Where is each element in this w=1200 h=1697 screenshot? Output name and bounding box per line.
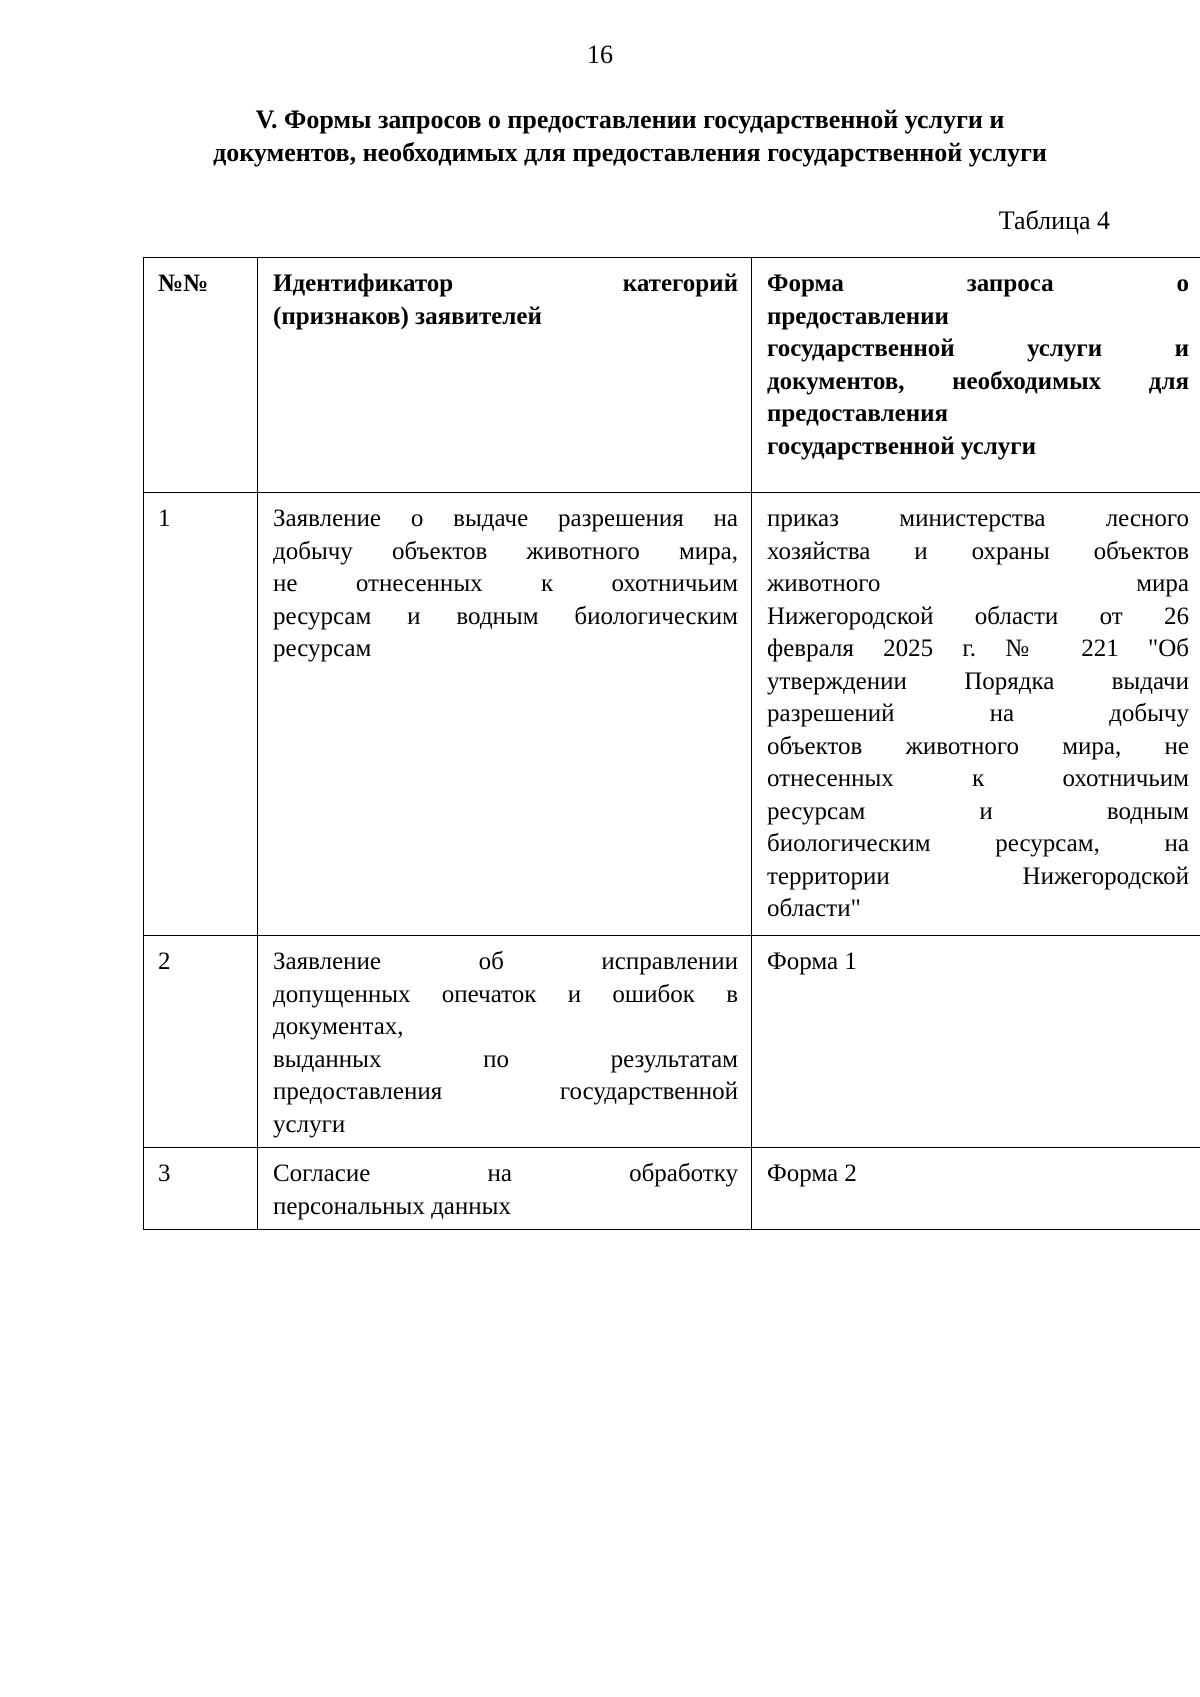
row-identifier-line: документах,: [273, 1013, 404, 1040]
row-identifier: [258, 493, 752, 936]
table-header-row: [144, 258, 1200, 493]
row-identifier-line: ресурсам и водным биологическим: [273, 602, 738, 630]
header-form-line: государственной услуги и: [767, 335, 1189, 362]
row-form-line: разрешений на добычу: [767, 700, 1189, 727]
section-title: [140, 103, 1120, 169]
row-identifier-line: Согласие на обработку: [273, 1160, 738, 1187]
row-form-line: отнесенных к охотничьим: [767, 765, 1189, 792]
row-number: 3: [144, 1148, 258, 1230]
section-title-line-1: V. Формы запросов о предоставлении государственной услуги и: [255, 105, 1005, 134]
header-num: №№: [144, 258, 258, 493]
forms-table: [143, 257, 1200, 1230]
table-row: [144, 936, 1200, 1148]
row-form-line: приказ министерства лесного: [767, 505, 1189, 532]
row-form-line: территории Нижегородской: [767, 862, 1189, 890]
header-form-line: Форма запроса о: [767, 270, 1189, 297]
row-identifier-line: услуги: [273, 1110, 346, 1138]
table-caption: Таблица 4: [998, 206, 1110, 235]
row-form-line: ресурсам и водным: [767, 797, 1189, 825]
row-form: [752, 493, 1200, 936]
row-form-line: биологическим ресурсам, на: [767, 830, 1189, 857]
row-identifier-line: допущенных опечаток и ошибок в: [273, 980, 738, 1008]
row-number: 1: [144, 493, 258, 936]
header-form: [752, 258, 1200, 493]
row-form-line: Форма 2: [767, 1160, 857, 1187]
header-identifier-line: Идентификатор категорий: [273, 270, 738, 297]
row-form-line: объектов животного мира, не: [767, 732, 1189, 760]
row-form-line: утверждении Порядка выдачи: [767, 667, 1189, 695]
row-identifier-line: добычу объектов животного мира,: [273, 537, 738, 565]
row-form-line: области": [767, 895, 861, 922]
header-form-line: предоставлении: [767, 302, 949, 330]
row-form-line: хозяйства и охраны объектов: [767, 537, 1189, 565]
header-identifier-line: (признаков) заявителей: [273, 302, 542, 330]
table-row: [144, 493, 1200, 936]
row-form-line: животного мира: [767, 570, 1189, 597]
row-form-line: февраля 2025 г. № 221 "Об: [767, 635, 1189, 662]
row-form-line: Нижегородской области от 26: [767, 602, 1189, 630]
row-form: [752, 1148, 1200, 1230]
section-title-line-2: документов, необходимых для предоставления государственной услуги: [213, 138, 1047, 167]
header-form-line: документов, необходимых для: [767, 367, 1189, 395]
header-form-line: государственной услуги: [767, 432, 1037, 460]
row-identifier-line: Заявление об исправлении: [273, 948, 738, 975]
header-identifier: [258, 258, 752, 493]
page-number: 16: [587, 40, 613, 69]
table-row: [144, 1148, 1200, 1230]
row-identifier: [258, 936, 752, 1148]
row-identifier-line: ресурсам: [273, 635, 372, 662]
row-identifier: [258, 1148, 752, 1230]
row-identifier-line: Заявление о выдаче разрешения на: [273, 505, 738, 532]
row-identifier-line: персональных данных: [273, 1192, 511, 1220]
row-identifier-line: не отнесенных к охотничьим: [273, 570, 738, 597]
row-identifier-line: предоставления государственной: [273, 1078, 738, 1105]
row-form: [752, 936, 1200, 1148]
header-form-line: предоставления: [767, 400, 949, 427]
row-number: 2: [144, 936, 258, 1148]
row-identifier-line: выданных по результатам: [273, 1045, 738, 1073]
row-form-line: Форма 1: [767, 948, 857, 975]
